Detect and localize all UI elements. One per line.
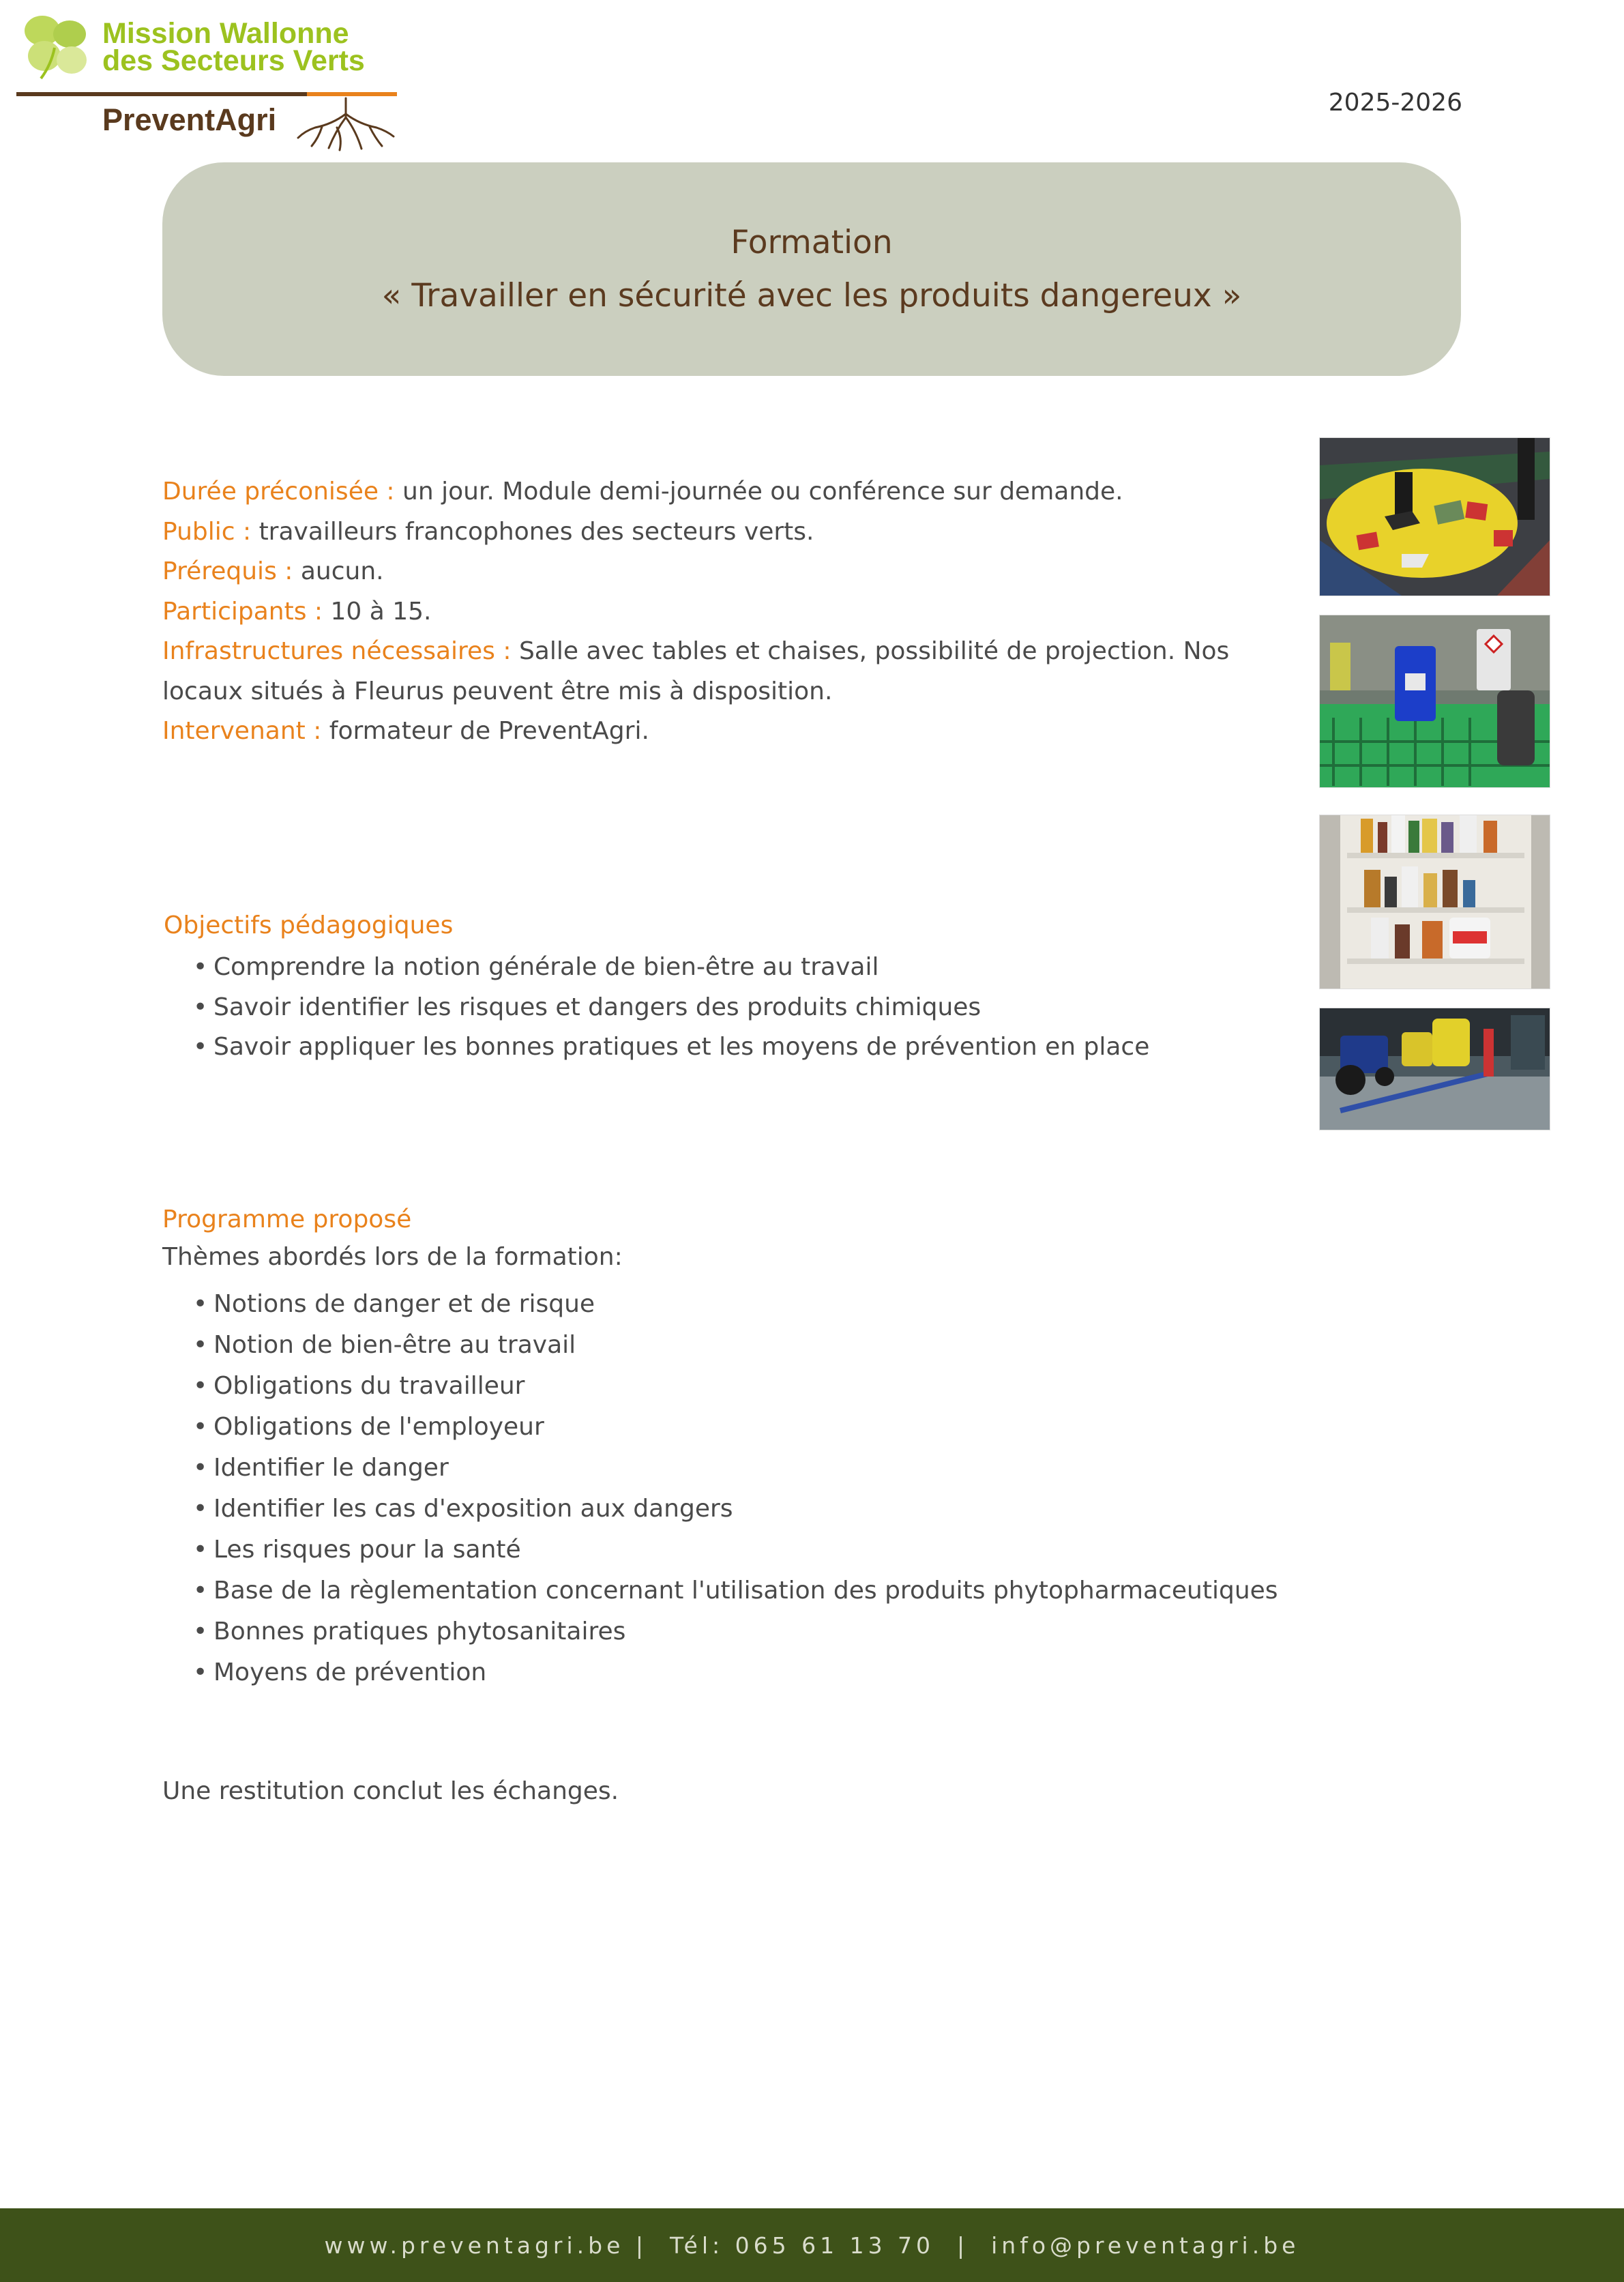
info-label: Infrastructures nécessaires :	[162, 637, 512, 665]
info-value: 10 à 15.	[323, 597, 432, 626]
list-item: • Bonnes pratiques phytosanitaires	[162, 1611, 1278, 1652]
list-item: • Identifier les cas d'exposition aux dangers	[162, 1489, 1278, 1530]
info-speaker	[162, 712, 1288, 752]
info-value: Salle avec tables et chaises, possibilité de projection. Nos locaux situés à Fleurus peuvent être mis à disposition.	[162, 637, 1230, 705]
title-banner	[162, 162, 1461, 376]
list-item: • Les risques pour la santé	[162, 1530, 1278, 1570]
info-duration	[162, 472, 1288, 512]
list-item: • Obligations de l'employeur	[162, 1407, 1278, 1448]
spill-mat-photo	[1319, 437, 1550, 596]
list-item: • Notions de danger et de risque	[162, 1284, 1278, 1325]
footer-bar	[0, 2208, 1624, 2282]
info-participants	[162, 592, 1288, 632]
info-infrastructure	[162, 632, 1288, 712]
list-item: • Base de la règlementation concernant l'utilisation des produits phytopharmaceutiques	[162, 1570, 1278, 1611]
chemical-containers-photo	[1319, 615, 1550, 788]
objectives-heading: Objectifs pédagogiques	[164, 911, 454, 939]
roots-logo-icon	[295, 97, 397, 151]
info-value: aucun.	[293, 557, 384, 585]
clover-logo-icon	[14, 7, 102, 82]
logo-divider-accent	[307, 92, 397, 96]
info-prerequisites	[162, 552, 1288, 592]
storage-cabinet-photo	[1319, 815, 1550, 989]
list-item: • Comprendre la notion générale de bien-être au travail	[162, 948, 1149, 988]
list-item: • Savoir identifier les risques et dangers des produits chimiques	[162, 988, 1149, 1028]
info-label: Public :	[162, 517, 252, 546]
list-item: • Notion de bien-être au travail	[162, 1325, 1278, 1366]
info-audience	[162, 512, 1288, 553]
brand-name: PreventAgri	[102, 102, 277, 137]
programme-heading: Programme proposé	[162, 1205, 412, 1233]
closing-note: Une restitution conclut les échanges.	[162, 1777, 619, 1805]
course-title: « Travailler en sécurité avec les produits dangereux »	[381, 276, 1242, 314]
info-label: Participants :	[162, 597, 323, 626]
logo-title-line1: Mission Wallonne	[102, 17, 349, 50]
logo-title-line2: des Secteurs Verts	[102, 44, 365, 77]
list-item: • Obligations du travailleur	[162, 1366, 1278, 1407]
sprayer-tractor-photo	[1319, 1008, 1550, 1130]
objectives-list	[162, 948, 1149, 1068]
banner-subtitle: Formation	[730, 223, 893, 261]
programme-intro: Thèmes abordés lors de la formation:	[162, 1243, 623, 1271]
list-item: • Moyens de prévention	[162, 1652, 1278, 1693]
info-label: Intervenant :	[162, 717, 322, 745]
programme-list	[162, 1284, 1278, 1693]
list-item: • Identifier le danger	[162, 1448, 1278, 1489]
school-year: 2025-2026	[1328, 89, 1462, 117]
footer-contact: www.preventagri.be | Tél: 065 61 13 70 | info@preventagri.be	[324, 2232, 1300, 2259]
info-label: Prérequis :	[162, 557, 293, 585]
info-value: un jour. Module demi-journée ou conférence sur demande.	[394, 478, 1123, 506]
info-value: formateur de PreventAgri.	[321, 717, 649, 745]
info-value: travailleurs francophones des secteurs verts.	[251, 517, 814, 546]
info-label: Durée préconisée :	[162, 478, 395, 506]
list-item: • Savoir appliquer les bonnes pratiques et les moyens de prévention en place	[162, 1027, 1149, 1068]
course-info	[162, 472, 1288, 752]
